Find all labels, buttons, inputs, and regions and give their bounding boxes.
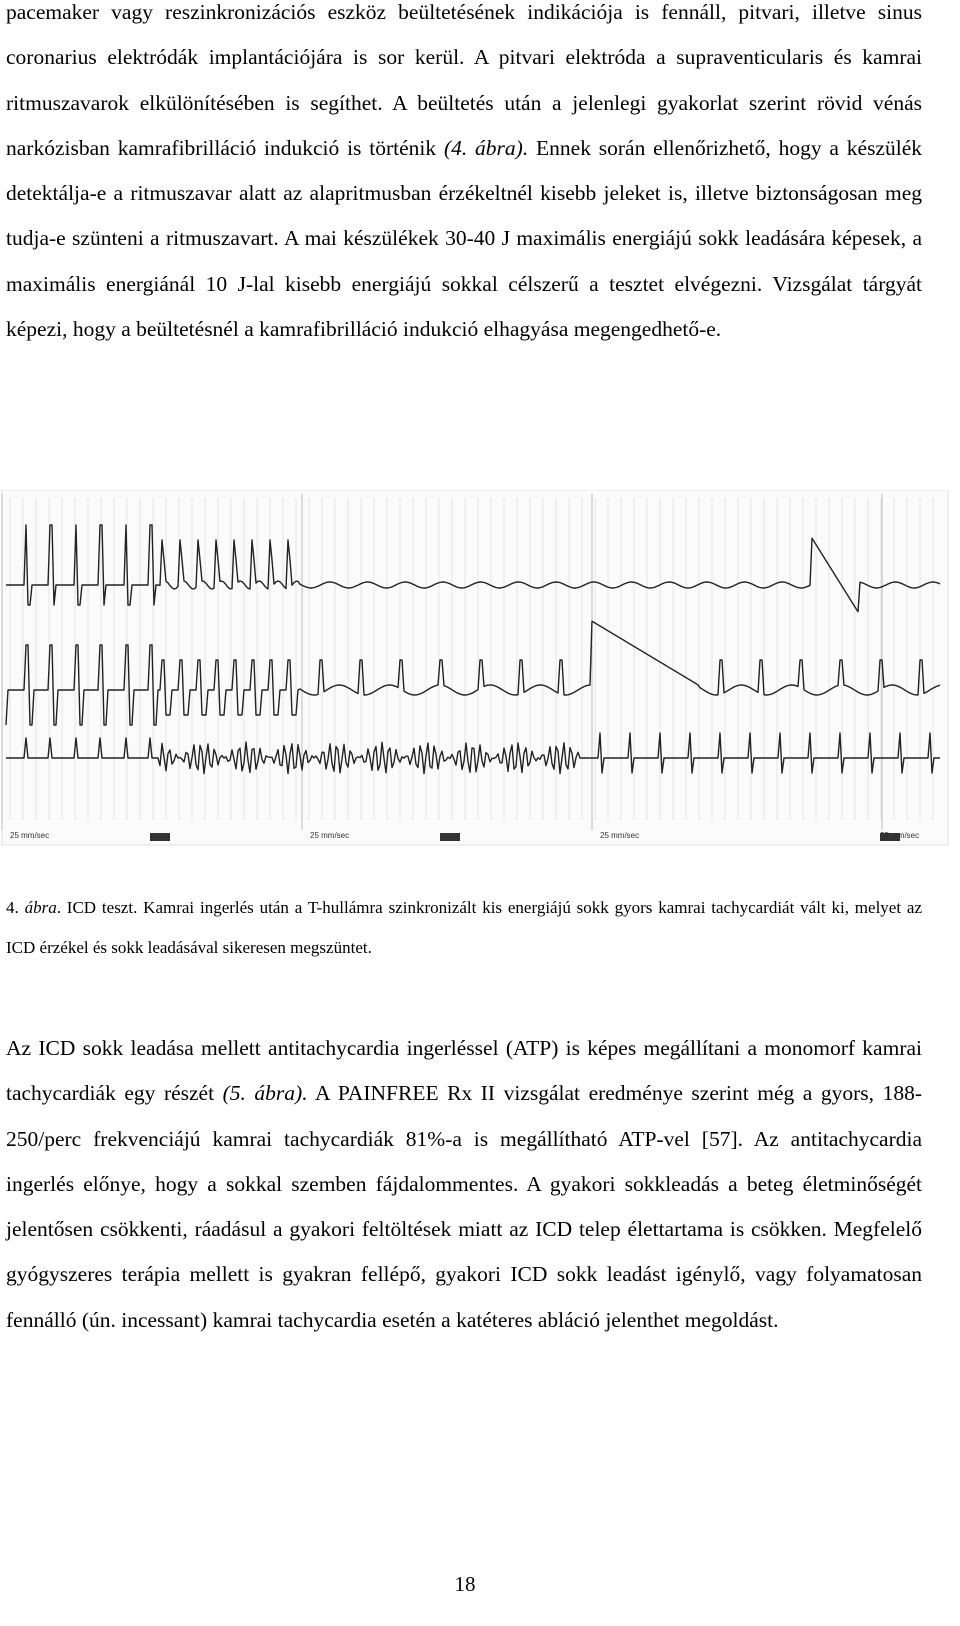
caption-abra: ábra bbox=[24, 898, 57, 917]
paragraph-text: A PAINFREE Rx II vizsgálat eredménye szerint még a gyors, 188-250/perc frekvenciájú kamrai tachycardiák 81%-a is megállítható ATP-vel [57]. Az antitachycardia ingerlés előnye, hogy a sokkal szemben fájdalommentes. A gyakori sokkleadás a beteg életminőségét jelentősen csökkenti, ráadásul a gyakori feltöltések miatt az ICD telep élettartama is csökken. Megfelelő gyógyszeres terápia mellett is gyakran fellépő, gyakori ICD sokk leadást igénylő, vagy folyamatosan fennálló (ún. incessant) kamrai tachycardia esetén a katéteres abláció jelenthet megoldást. bbox=[6, 1081, 922, 1332]
marker-block bbox=[150, 833, 170, 841]
figure-caption bbox=[6, 888, 922, 968]
figure-reference: (4. ábra). bbox=[443, 135, 529, 160]
ecg-figure bbox=[0, 490, 960, 862]
caption-title: . ICD teszt. bbox=[56, 898, 138, 917]
paragraph-text: Az ICD sokk leadása mellett antitachycardia ingerléssel (ATP) is képes megállítani a monomorf kamrai tachycardiák egy részét bbox=[6, 1036, 922, 1106]
caption-number: 4. bbox=[6, 898, 25, 917]
paragraph-icd-implantation bbox=[6, 0, 922, 352]
paragraph-text: Ennek során ellenőrizhető, hogy a készülék detektálja-e a ritmuszavar alatt az alapritmusban érzékeltnél kisebb jeleket is, illetve biztonságosan meg tudja-e szünteni a ritmuszavart. A mai készülékek 30-40 J maximális energiájú sokk leadására képesek, a maximális energiánál 10 J-lal kisebb energiájú sokkal célszerű a tesztet elvégezni. Vizsgálat tárgyát képezi, hogy a beültetésnél a kamrafibrilláció indukció elhagyása megengedhető-e. bbox=[6, 135, 922, 342]
figure-reference: (5. ábra). bbox=[222, 1081, 308, 1106]
paragraph-atp bbox=[6, 1026, 922, 1343]
speed-label: 25 mm/sec bbox=[880, 831, 920, 840]
speed-label: 25 mm/sec bbox=[10, 831, 50, 840]
page-number: 18 bbox=[454, 1572, 476, 1596]
marker-block bbox=[440, 833, 460, 841]
ecg-strip-image bbox=[0, 490, 960, 862]
speed-label: 25 mm/sec bbox=[310, 831, 350, 840]
speed-label: 25 mm/sec bbox=[600, 831, 640, 840]
caption-text: Kamrai ingerlés után a T-hullámra szinkronizált kis energiájú sokk gyors kamrai tachycardiát vált ki, melyet az ICD érzékel és sokk leadásával sikeresen megszüntet. bbox=[6, 898, 922, 957]
paragraph-text: pacemaker vagy reszinkronizációs eszköz beültetésének indikációja is fennáll, pitvari, illetve sinus coronarius elektródák implantációjára is sor kerül. A pitvari elektróda a supraventicularis és kamrai ritmuszavarok elkülönítésében is segíthet. A beültetés után a jelenlegi gyakorlat szerint rövid vénás narkózisban kamrafibrilláció indukció is történik bbox=[6, 0, 922, 160]
